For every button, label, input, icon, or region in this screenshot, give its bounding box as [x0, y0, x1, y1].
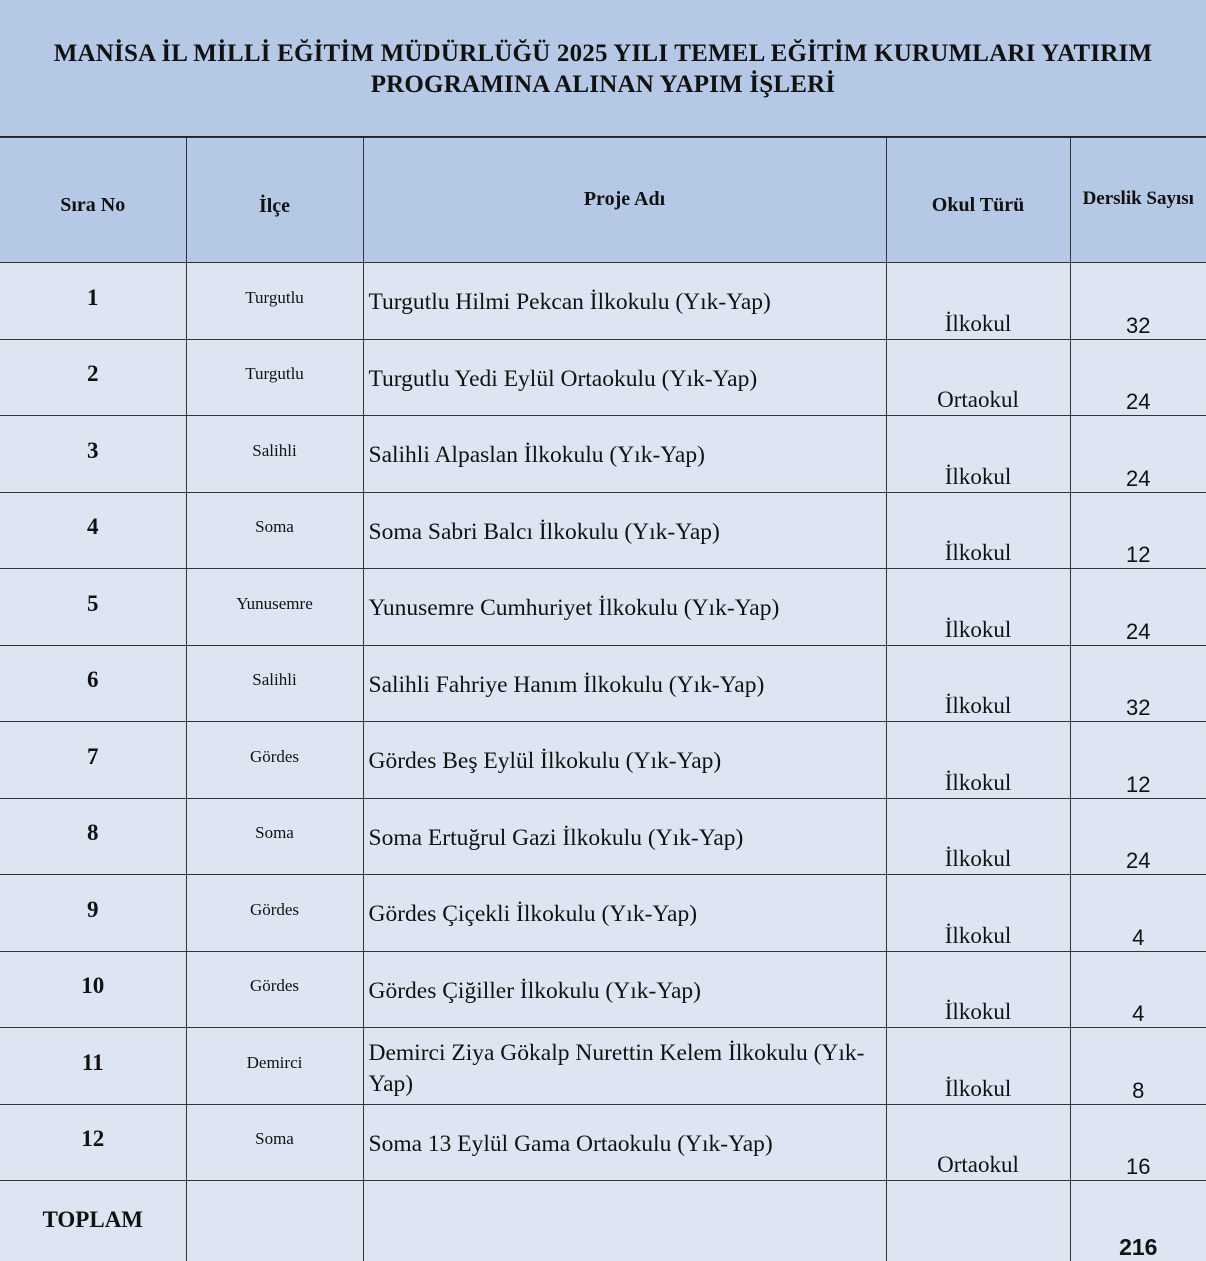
row-derslik-sayisi: 12: [1070, 492, 1206, 569]
row-sira-no: 12: [0, 1104, 186, 1181]
table-row: [0, 569, 1206, 646]
row-okul-turu: İlkokul: [886, 645, 1070, 722]
row-ilce: Soma: [186, 492, 363, 569]
row-derslik-sayisi: 12: [1070, 722, 1206, 799]
table-row: [0, 722, 1206, 799]
table-row: [0, 416, 1206, 493]
row-proje-adi: Soma 13 Eylül Gama Ortaokulu (Yık-Yap): [363, 1104, 886, 1181]
row-okul-turu: İlkokul: [886, 875, 1070, 952]
row-derslik-sayisi: 4: [1070, 875, 1206, 952]
row-proje-adi: Salihli Fahriye Hanım İlkokulu (Yık-Yap): [363, 645, 886, 722]
row-proje-adi: Yunusemre Cumhuriyet İlkokulu (Yık-Yap): [363, 569, 886, 646]
row-okul-turu: İlkokul: [886, 951, 1070, 1028]
row-okul-turu: İlkokul: [886, 492, 1070, 569]
row-okul-turu: İlkokul: [886, 569, 1070, 646]
row-okul-turu: Ortaokul: [886, 1104, 1070, 1181]
row-sira-no: 6: [0, 645, 186, 722]
total-empty-cell: [363, 1181, 886, 1261]
row-proje-adi: Gördes Beş Eylül İlkokulu (Yık-Yap): [363, 722, 886, 799]
row-sira-no: 2: [0, 339, 186, 416]
row-ilce: Yunusemre: [186, 569, 363, 646]
row-sira-no: 8: [0, 798, 186, 875]
row-okul-turu: İlkokul: [886, 263, 1070, 340]
row-proje-adi: Salihli Alpaslan İlkokulu (Yık-Yap): [363, 416, 886, 493]
row-derslik-sayisi: 24: [1070, 798, 1206, 875]
total-row: [0, 1181, 1206, 1261]
row-sira-no: 7: [0, 722, 186, 799]
row-proje-adi: Gördes Çiçekli İlkokulu (Yık-Yap): [363, 875, 886, 952]
title-line-2: PROGRAMINA ALINAN YAPIM İŞLERİ: [370, 71, 836, 98]
row-derslik-sayisi: 32: [1070, 263, 1206, 340]
total-empty-cell: [186, 1181, 363, 1261]
row-ilce: Soma: [186, 1104, 363, 1181]
row-proje-adi: Soma Sabri Balcı İlkokulu (Yık-Yap): [363, 492, 886, 569]
row-ilce: Turgutlu: [186, 339, 363, 416]
row-proje-adi: Turgutlu Yedi Eylül Ortaokulu (Yık-Yap): [363, 339, 886, 416]
total-value: 216: [1070, 1181, 1206, 1261]
table-row: [0, 339, 1206, 416]
row-sira-no: 9: [0, 875, 186, 952]
row-sira-no: 4: [0, 492, 186, 569]
document-title: [0, 0, 1206, 138]
row-okul-turu: Ortaokul: [886, 339, 1070, 416]
row-derslik-sayisi: 32: [1070, 645, 1206, 722]
row-derslik-sayisi: 24: [1070, 339, 1206, 416]
table-row: [0, 875, 1206, 952]
row-sira-no: 1: [0, 263, 186, 340]
table-row: [0, 492, 1206, 569]
row-proje-adi: Demirci Ziya Gökalp Nurettin Kelem İlkokulu (Yık-Yap): [363, 1028, 886, 1105]
table-row: [0, 798, 1206, 875]
row-ilce: Soma: [186, 798, 363, 875]
row-okul-turu: İlkokul: [886, 722, 1070, 799]
row-ilce: Gördes: [186, 722, 363, 799]
total-label: TOPLAM: [0, 1181, 186, 1261]
table-row: [0, 645, 1206, 722]
header-sira-no: Sıra No: [0, 138, 186, 263]
table-row: [0, 1104, 1206, 1181]
row-derslik-sayisi: 24: [1070, 416, 1206, 493]
header-derslik-sayisi: Derslik Sayısı: [1070, 138, 1206, 263]
table-row: [0, 951, 1206, 1028]
row-okul-turu: İlkokul: [886, 416, 1070, 493]
row-sira-no: 5: [0, 569, 186, 646]
row-ilce: Gördes: [186, 951, 363, 1028]
table-row: [0, 1028, 1206, 1105]
row-ilce: Gördes: [186, 875, 363, 952]
row-derslik-sayisi: 16: [1070, 1104, 1206, 1181]
row-sira-no: 10: [0, 951, 186, 1028]
header-proje-adi: Proje Adı: [363, 138, 886, 263]
row-derslik-sayisi: 4: [1070, 951, 1206, 1028]
row-ilce: Demirci: [186, 1028, 363, 1105]
table-header-row: [0, 138, 1206, 263]
projects-table: [0, 137, 1206, 1261]
title-line-1: MANİSA İL MİLLİ EĞİTİM MÜDÜRLÜĞÜ 2025 YILI TEMEL EĞİTİM KURUMLARI YATIRIM: [53, 40, 1153, 67]
row-ilce: Turgutlu: [186, 263, 363, 340]
row-okul-turu: İlkokul: [886, 1028, 1070, 1105]
row-proje-adi: Turgutlu Hilmi Pekcan İlkokulu (Yık-Yap): [363, 263, 886, 340]
row-sira-no: 3: [0, 416, 186, 493]
row-okul-turu: İlkokul: [886, 798, 1070, 875]
row-proje-adi: Gördes Çiğiller İlkokulu (Yık-Yap): [363, 951, 886, 1028]
header-ilce: İlçe: [186, 138, 363, 263]
row-ilce: Salihli: [186, 416, 363, 493]
table-row: [0, 263, 1206, 340]
row-ilce: Salihli: [186, 645, 363, 722]
header-okul-turu: Okul Türü: [886, 138, 1070, 263]
total-empty-cell: [886, 1181, 1070, 1261]
row-sira-no: 11: [0, 1028, 186, 1105]
row-derslik-sayisi: 8: [1070, 1028, 1206, 1105]
row-derslik-sayisi: 24: [1070, 569, 1206, 646]
row-proje-adi: Soma Ertuğrul Gazi İlkokulu (Yık-Yap): [363, 798, 886, 875]
